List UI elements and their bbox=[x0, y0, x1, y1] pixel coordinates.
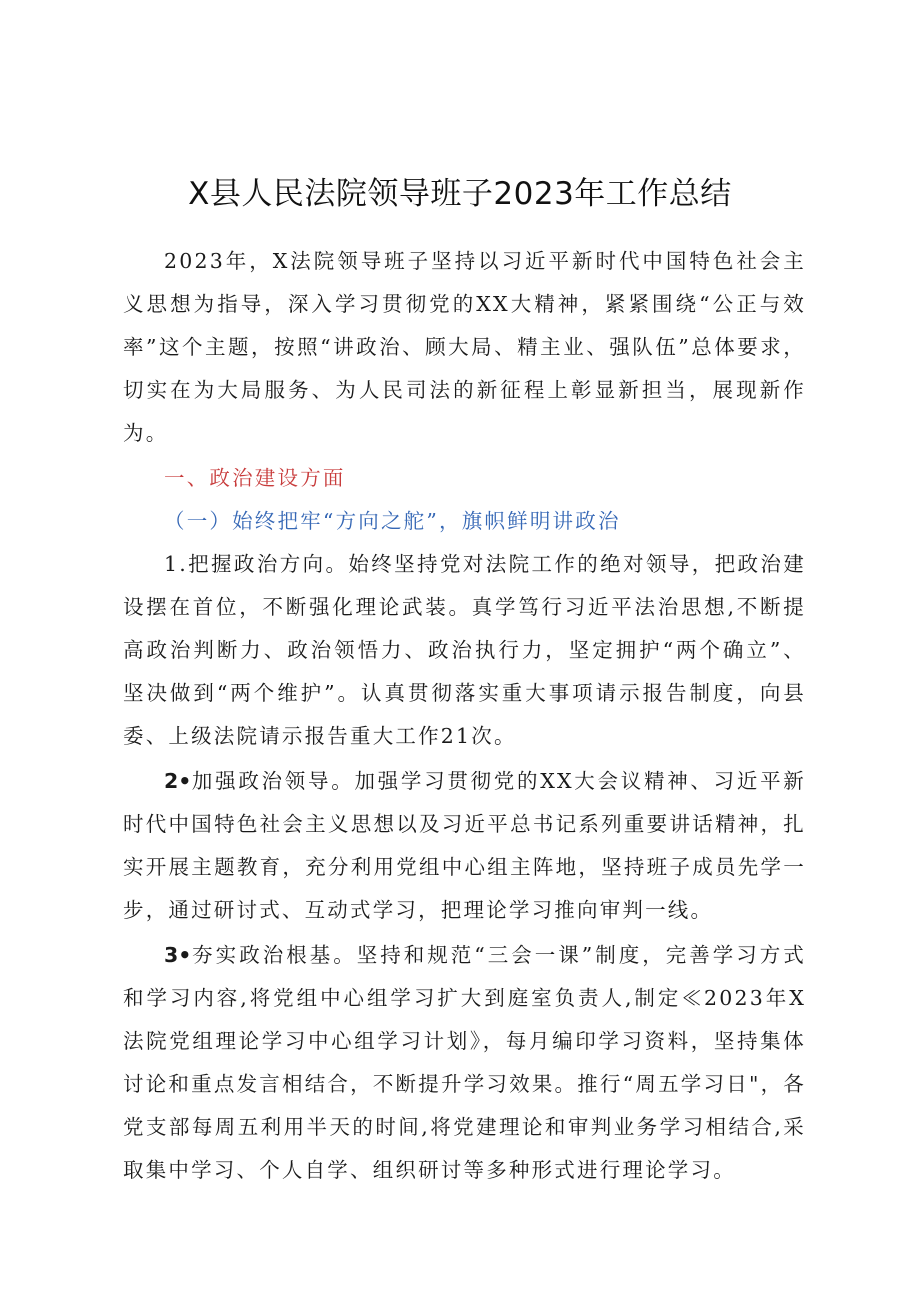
item-2-number: 2• bbox=[164, 769, 192, 793]
subsection-heading-direction: （一）始终把牢“方向之舵”，旗帜鲜明讲政治 bbox=[164, 509, 621, 533]
item-3-number: 3• bbox=[164, 943, 192, 967]
section-heading-political-construction: 一、政治建设方面 bbox=[164, 466, 346, 490]
item-1-paragraph: 1.把握政治方向。始终坚持党对法院工作的绝对领导，把政治建设摆在首位，不断强化理论武装。真学笃行习近平法治思想,不断提高政治判断力、政治领悟力、政治执行力，坚定拥护“两个确立”、坚决做到“两个维护”。认真贯彻落实重大事项请示报告制度，向县委、上级法院请示报告重大工作21次。 bbox=[123, 552, 806, 748]
document-body bbox=[123, 240, 806, 1194]
item-2-paragraph bbox=[123, 760, 806, 932]
item-2-text: 加强政治领导。加强学习贯彻党的XX大会议精神、习近平新时代中国特色社会主义思想以及习近平总书记系列重要讲话精神，扎实开展主题教育，充分利用党组中心组主阵地，坚持班子成员先学一步，通过研讨式、互动式学习，把理论学习推向审判一线。 bbox=[123, 769, 806, 922]
intro-paragraph: 2023年，X法院领导班子坚持以习近平新时代中国特色社会主义思想为指导，深入学习贯彻党的XX大精神，紧紧围绕“公正与效率”这个主题，按照“讲政治、顾大局、精主业、强队伍”总体要求，切实在为大局服务、为人民司法的新征程上彰显新担当，展现新作为。 bbox=[123, 249, 806, 445]
document-title: X县人民法院领导班子2023年工作总结 bbox=[188, 176, 732, 212]
item-3-text: 夯实政治根基。坚持和规范“三会一课”制度，完善学习方式和学习内容,将党组中心组学习扩大到庭室负责人,制定≪2023年X法院党组理论学习中心组学习计划》，每月编印学习资料，坚持集体讨论和重点发言相结合，不断提升学习效果。推行“周五学习日"，各党支部每周五利用半天的时间,将党建理论和审判业务学习相结合,采取集中学习、个人自学、组织研讨等多种形式进行理论学习。 bbox=[123, 943, 806, 1182]
item-3-paragraph bbox=[123, 934, 806, 1192]
